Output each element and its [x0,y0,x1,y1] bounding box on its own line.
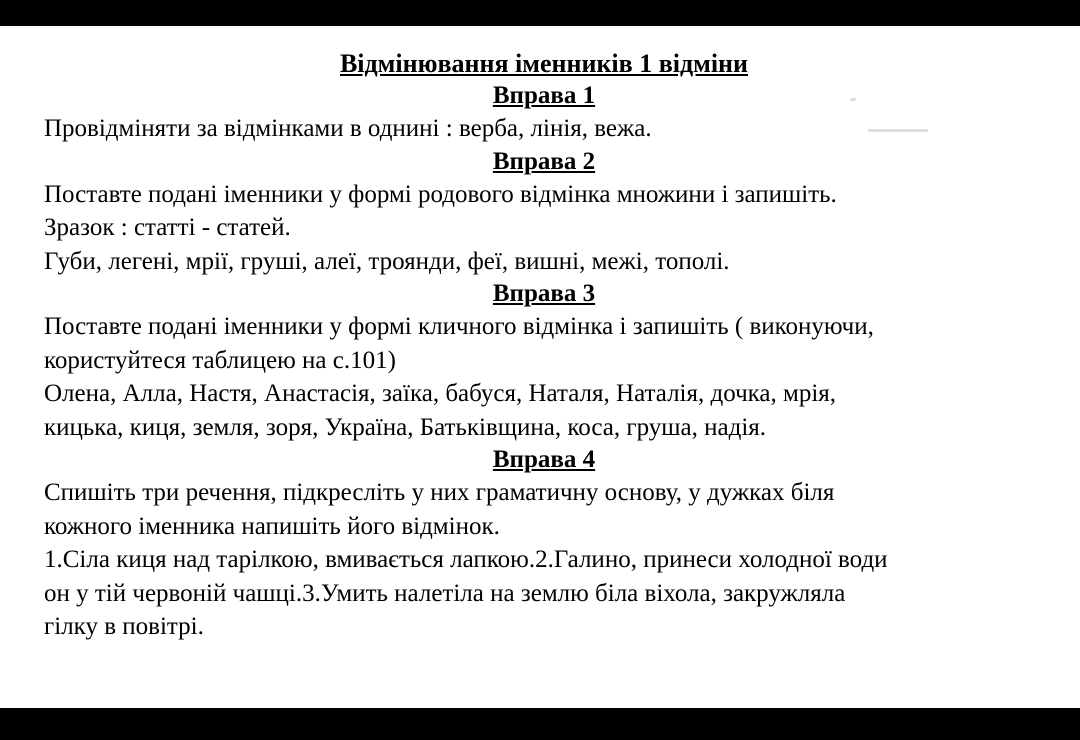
exercise-4-line: Спишіть три речення, підкресліть у них граматичну основу, у дужках біля [44,479,835,506]
exercise-3-heading: Вправа 3 [492,280,596,307]
document-body [44,48,1054,644]
exercise-4-line: кожного іменника напишіть його відмінок. [44,512,500,540]
exercise-2-line: Поставте подані іменники у формі родового відмінка множини і запишіть. [44,180,837,208]
exercise-4-line: он у тій червоній чашці.3.Умить налетіла на землю біла віхола, закружляла [44,579,846,607]
exercise-3-line: кицька, киця, земля, зоря, Україна, Батьківщина, коса, груша, надія. [44,413,767,441]
exercise-3-line: користуйтеся таблицею на с.101) [44,346,396,374]
exercise-1-line: Провідміняти за відмінками в однині : верба, лінія, вежа. [44,115,652,142]
document-page [0,26,1080,708]
exercise-1-heading: Вправа 1 [492,82,596,109]
exercise-2-line: Губи, легені, мрії, груші, алеї, троянди, феї, вишні, межі, тополі. [44,247,730,275]
document-title: Відмінювання іменників 1 відміни [339,49,749,78]
scan-artifact [850,98,856,101]
exercise-4-line: гілку в повітрі. [44,613,204,640]
scan-artifact [868,129,928,132]
exercise-2-heading: Вправа 2 [492,147,596,175]
exercise-4-heading: Вправа 4 [492,446,596,473]
exercise-3-line: Олена, Алла, Настя, Анастасія, заїка, бабуся, Наталя, Наталія, дочка, мрія, [44,380,837,407]
exercise-3-line: Поставте подані іменники у формі кличного відмінка і запишіть ( виконуючи, [44,313,874,340]
exercise-4-line: 1.Сіла киця над тарілкою, вмивається лапкою.2.Галино, принеси холодної води [44,546,888,573]
exercise-2-line: Зразок : статті - статей. [44,214,291,241]
